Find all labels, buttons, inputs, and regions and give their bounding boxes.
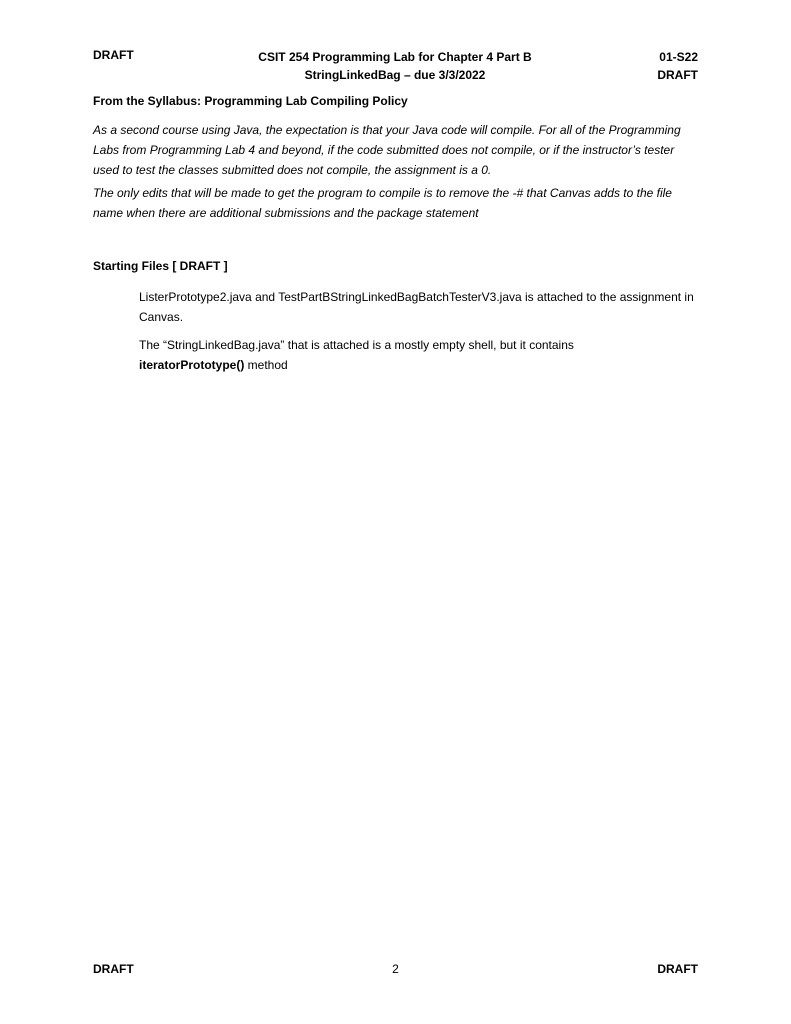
syllabus-heading: From the Syllabus: Programming Lab Compiling Policy (93, 94, 408, 108)
syllabus-paragraph-2: The only edits that will be made to get the program to compile is to remove the -# that Canvas adds to the file name when there are additional submissions and the package statement (93, 186, 672, 220)
footer-draft-right: DRAFT (657, 962, 698, 976)
starting-files-paragraph-2-end: method (244, 358, 288, 372)
header-draft-right: DRAFT (657, 68, 698, 82)
iterator-prototype-method-name: iteratorPrototype() (139, 358, 245, 372)
header-title-line1: CSIT 254 Programming Lab for Chapter 4 Part B (258, 50, 532, 64)
starting-files-heading: Starting Files [ DRAFT ] (93, 259, 228, 273)
header-draft-left: DRAFT (93, 48, 134, 62)
header-title-line2: StringLinkedBag – due 3/3/2022 (304, 68, 486, 82)
starting-files-paragraph-2 (139, 335, 699, 375)
syllabus-paragraph-1: As a second course using Java, the expectation is that your Java code will compile. For all of the Programming Labs from Programming Lab 4 and beyond, if the code submitted does not compile, or if the instructor’s tester used to test the classes submitted does not compile, the assignment is a 0. (93, 123, 681, 177)
footer-draft-left: DRAFT (93, 962, 134, 976)
header-version: 01-S22 (659, 50, 698, 64)
header-right (657, 48, 698, 84)
footer-page-number: 2 (392, 962, 399, 976)
starting-files-paragraph-2-text: The “StringLinkedBag.java” that is attached is a mostly empty shell, but it contains (139, 338, 574, 352)
header-title (200, 48, 590, 84)
starting-files-paragraph-1: ListerPrototype2.java and TestPartBStringLinkedBagBatchTesterV3.java is attached to the assignment in Canvas. (139, 290, 694, 324)
